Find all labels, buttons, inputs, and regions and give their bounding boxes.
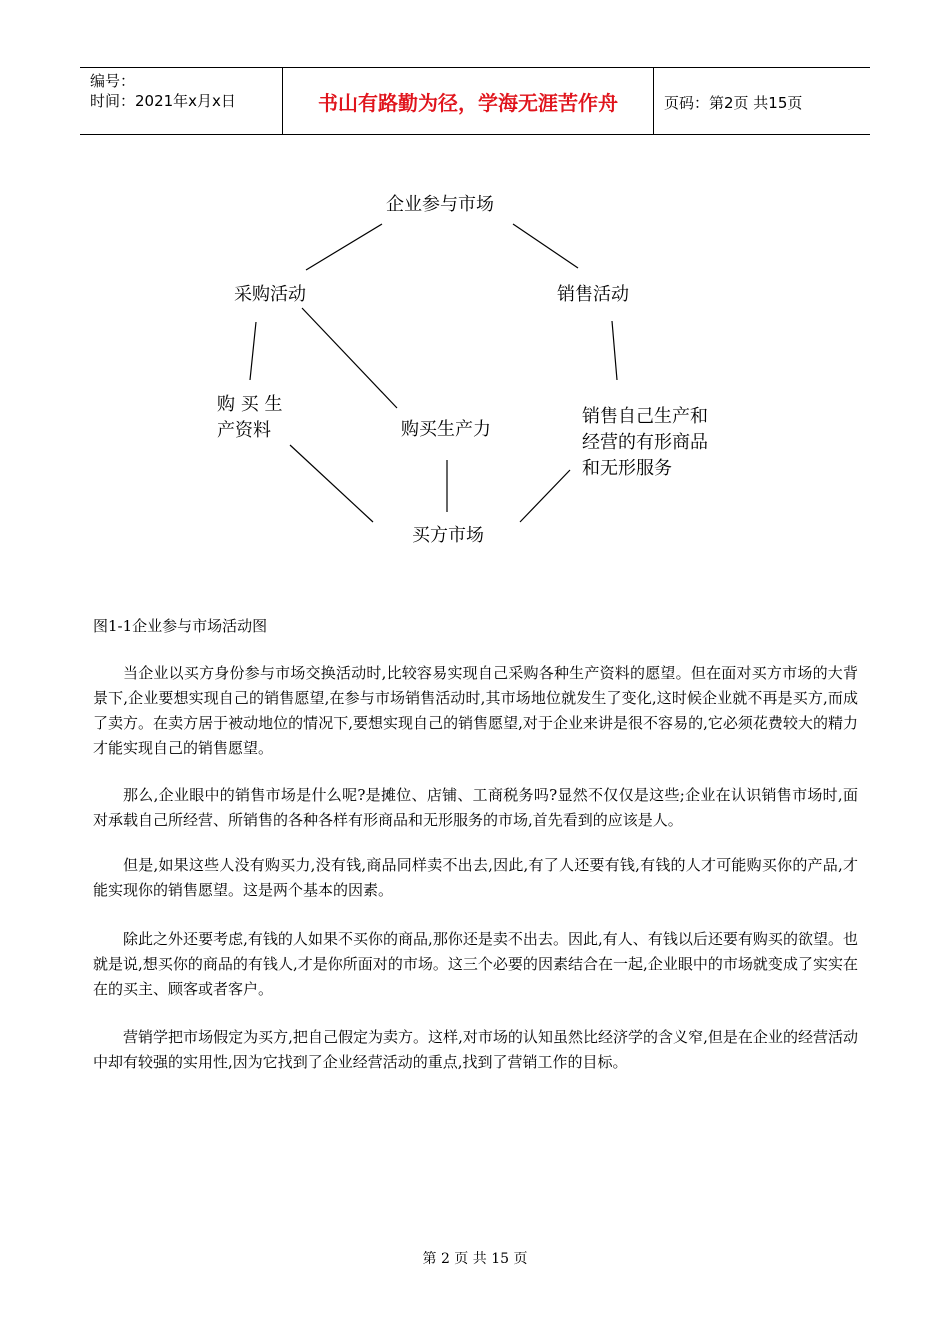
paragraph-1: 当企业以买方身份参与市场交换活动时,比较容易实现自己采购各种生产资料的愿望。但在面对买方市场的大背景下,企业要想实现自己的销售愿望,在参与市场销售活动时,其市场地位就发生了变化,这时候企业就不再是买方,而成了卖方。在卖方居于被动地位的情况下,要想实现自己的销售愿望,对于企业来讲是很不容易的,它必须花费较大的精力才能实现自己的销售愿望。 xyxy=(93,664,858,757)
document-number-label: 编号： xyxy=(90,72,136,90)
node-buy-means-line1: 购 买 生 xyxy=(217,394,283,415)
edge-sales-sell-goods xyxy=(612,321,617,380)
node-sell-goods-services xyxy=(582,404,708,482)
page-footer: 第 2 页 共 15 页 xyxy=(422,1251,528,1267)
market-activity-diagram xyxy=(0,0,950,600)
node-sell-line2: 经营的有形商品 xyxy=(582,432,708,453)
edge-procurement-buy-means xyxy=(250,322,256,380)
edge-sell-goods-buyer-market xyxy=(520,470,570,522)
node-sell-line1: 销售自己生产和 xyxy=(582,406,708,427)
paragraph-3: 但是,如果这些人没有购买力,没有钱,商品同样卖不出去,因此,有了人还要有钱,有钱的人才可能购买你的产品,才能实现你的销售愿望。这是两个基本的因素。 xyxy=(93,856,858,899)
node-buy-means-line2: 产资料 xyxy=(217,420,271,441)
node-enterprise-market: 企业参与市场 xyxy=(386,194,494,215)
edge-enterprise-sales xyxy=(513,224,578,268)
node-procurement-activity: 采购活动 xyxy=(234,284,306,305)
header-motto: 书山有路勤为径，学海无涯苦作舟 xyxy=(282,68,654,134)
document-time-label: 时间：2021年x月x日 xyxy=(90,92,236,110)
edge-buy-means-buyer-market xyxy=(290,445,373,522)
node-buy-means-of-production xyxy=(217,392,282,444)
paragraph-2: 那么,企业眼中的销售市场是什么呢?是摊位、店铺、工商税务吗?显然不仅仅是这些;企业在认识销售市场时,面对承载自己所经营、所销售的各种各样有形商品和无形服务的市场,首先看到的应该是人。 xyxy=(93,786,858,829)
paragraph-5: 营销学把市场假定为买方,把自己假定为卖方。这样,对市场的认知虽然比经济学的含义窄,但是在企业的经营活动中却有较强的实用性,因为它找到了企业经营活动的重点,找到了营销工作的目标。 xyxy=(93,1028,858,1071)
figure-caption: 图1-1企业参与市场活动图 xyxy=(93,617,268,635)
node-buyer-market: 买方市场 xyxy=(412,525,484,546)
edge-enterprise-procurement xyxy=(306,224,382,270)
node-buy-productivity: 购买生产力 xyxy=(401,419,491,440)
diagram-connectors xyxy=(0,0,950,600)
node-sales-activity: 销售活动 xyxy=(557,284,629,305)
header-page-info: 页码：第2页 共15页 xyxy=(664,94,803,112)
paragraph-4: 除此之外还要考虑,有钱的人如果不买你的商品,那你还是卖不出去。因此,有人、有钱以后还要有购买的欲望。也就是说,想买你的商品的有钱人,才是你所面对的市场。这三个必要的因素结合在一起,企业眼中的市场就变成了实实在在的买主、顾客或者客户。 xyxy=(93,930,858,998)
edge-procurement-buy-productivity xyxy=(302,308,397,408)
node-sell-line3: 和无形服务 xyxy=(582,458,672,479)
